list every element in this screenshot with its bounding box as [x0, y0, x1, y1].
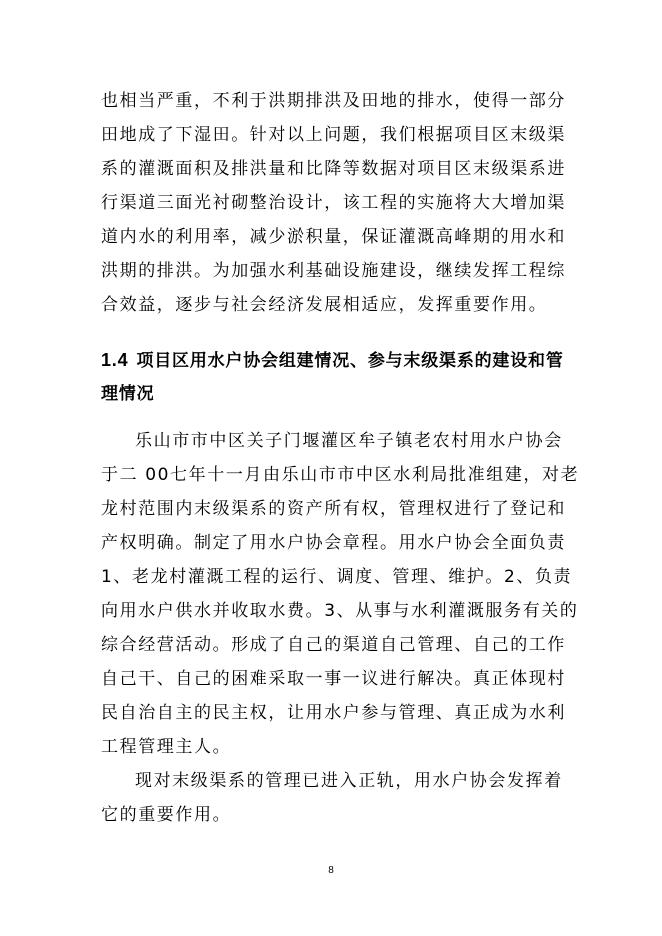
section-number: 1.4 [101, 350, 129, 370]
paragraph-1 [101, 84, 566, 322]
paragraph-1-line: 行渠道三面光衬砌整治设计，该工程的实施将大大增加渠 [101, 193, 566, 213]
paragraph-2-line: 龙村范围内末级渠系的资产所有权，管理权进行了登记和 [101, 499, 566, 519]
paragraph-2-line: 产权明确。制定了用水户协会章程。用水户协会全面负责 [101, 533, 566, 553]
section-heading [101, 343, 564, 411]
section-heading-line-2: 理情况 [101, 384, 155, 404]
paragraph-2-line: 于二 00七年十一月由乐山市市中区水利局批准组建，对老 [101, 465, 580, 485]
paragraph-3-line: 现对末级渠系的管理已进入正轨，用水户协会发挥着 [135, 771, 563, 791]
paragraph-1-line: 合效益，逐步与社会经济发展相适应，发挥重要作用。 [101, 295, 548, 315]
paragraph-1-line: 洪期的排洪。为加强水利基础设施建设，继续发挥工程综 [101, 261, 566, 281]
paragraph-2-line: 工程管理主人。 [101, 737, 232, 757]
paragraph-2 [101, 424, 580, 764]
section-heading-line-1 [101, 343, 564, 377]
paragraph-1-line: 系的灌溉面积及排洪量和比降等数据对项目区末级渠系进 [101, 159, 566, 179]
paragraph-2-line: 向用水户供水并收取水费。3、从事与水利灌溉服务有关的 [101, 601, 579, 621]
paragraph-2-line: 综合经营活动。形成了自己的渠道自己管理、自己的工作 [101, 635, 566, 655]
section-title: 项目区用水户协会组建情况、参与末级渠系的建设和管 [136, 351, 564, 371]
paragraph-3-line: 它的重要作用。 [101, 805, 232, 825]
paragraph-2-line: 乐山市市中区关子门堰灌区牟子镇老农村用水户协会 [135, 431, 563, 451]
paragraph-2-line: 1、老龙村灌溉工程的运行、调度、管理、维护。2、负责 [101, 567, 573, 587]
paragraph-1-line: 田地成了下湿田。针对以上问题，我们根据项目区末级渠 [101, 125, 566, 145]
paragraph-2-line: 民自治自主的民主权，让用水户参与管理、真正成为水利 [101, 703, 566, 723]
paragraph-2-line: 自己干、自己的困难采取一事一议进行解决。真正体现村 [101, 669, 566, 689]
page-number: 8 [328, 865, 334, 876]
paragraph-1-line: 也相当严重，不利于洪期排洪及田地的排水，使得一部分 [101, 91, 566, 111]
paragraph-1-line: 道内水的利用率，减少淤积量，保证灌溉高峰期的用水和 [101, 227, 566, 247]
paragraph-3 [101, 764, 563, 832]
